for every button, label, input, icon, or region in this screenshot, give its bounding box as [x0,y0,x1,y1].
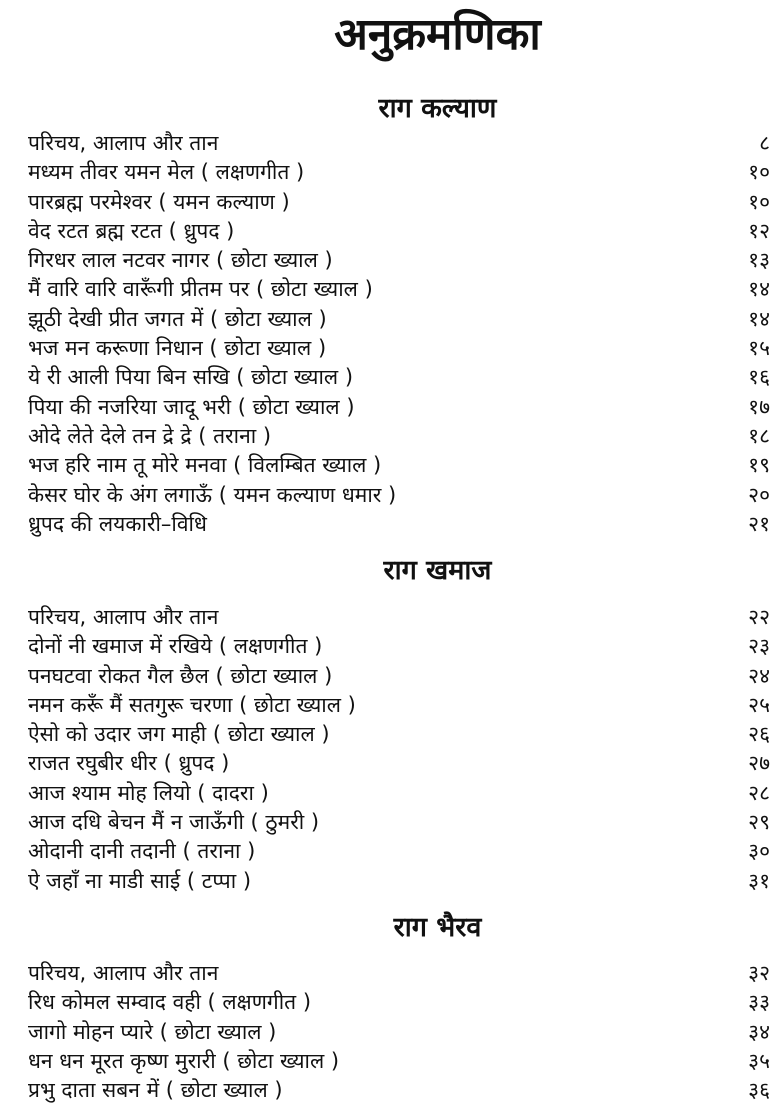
toc-entry [28,422,770,451]
entry-page-number: २३ [748,634,770,659]
entry-title: प्रभु दाता सबन में ( छोटा ख्याल ) [28,1078,283,1103]
section-heading-bhairav: राग भैरव [393,912,482,943]
entry-page-number: ३३ [748,990,770,1015]
toc-entry [28,158,770,187]
toc-entry [28,749,770,778]
toc-entry [28,1047,770,1076]
entry-title: ओदानी दानी तदानी ( तराना ) [28,839,256,864]
section-list-kalyan [28,129,770,539]
entry-page-number: ३२ [748,961,770,985]
toc-entry [28,691,770,720]
entry-page-number: १५ [748,336,770,361]
entry-title: मध्यम तीवर यमन मेल ( लक्षणगीत ) [28,160,305,185]
entry-title: मैं वारि वारि वारूँगी प्रीतम पर ( छोटा ख्याल ) [28,277,373,302]
entry-title: धन धन मूरत कृष्ण मुरारी ( छोटा ख्याल ) [28,1048,340,1073]
toc-entry [28,779,770,808]
toc-entry [28,867,770,896]
entry-page-number: २१ [748,511,770,536]
entry-title: ध्रुपद की लयकारी–विधि [28,511,207,536]
toc-entry [28,305,770,334]
entry-page-number: ८ [759,131,770,155]
entry-title: पारब्रह्म परमेश्वर ( यमन कल्याण ) [28,189,290,214]
entry-title: ऐ जहाँ ना माडी साई ( टप्पा ) [28,868,252,893]
toc-entry [28,451,770,480]
entry-title: दोनों नी खमाज में रखिये ( लक्षणगीत ) [28,634,323,659]
entry-page-number: १९ [748,453,770,478]
toc-entry [28,217,770,246]
entry-title: झूठी देखी प्रीत जगत में ( छोटा ख्याल ) [28,306,327,331]
entry-title: जागो मोहन प्यारे ( छोटा ख्याल ) [28,1019,277,1044]
entry-title: परिचय, आलाप और तान [28,961,219,985]
entry-title: ये री आली पिया बिन सखि ( छोटा ख्याल ) [28,365,354,390]
entry-page-number: १८ [748,423,770,448]
toc-entry [28,662,770,691]
toc-entry [28,363,770,392]
entry-page-number: १० [748,189,770,214]
toc-entry [28,603,770,632]
entry-page-number: १६ [748,365,770,390]
entry-title: ओदे लेते देले तन द्रे द्रे ( तराना ) [28,423,272,448]
entry-page-number: १३ [748,248,770,273]
entry-title: राजत रघुबीर धीर ( ध्रुपद ) [28,751,230,776]
toc-entry [28,334,770,363]
section-heading-khamaj: राग खमाज [383,555,492,586]
entry-title: वेद रटत ब्रह्म रटत ( ध्रुपद ) [28,218,235,243]
entry-page-number: ३५ [748,1048,770,1073]
entry-page-number: ३० [748,839,770,864]
entry-page-number: १० [748,160,770,185]
entry-page-number: २४ [748,663,770,688]
toc-entry [28,808,770,837]
entry-title: केसर घोर के अंग लगाऊँ ( यमन कल्याण धमार ) [28,482,397,507]
entry-page-number: २२ [748,605,770,629]
entry-page-number: ३४ [748,1019,770,1044]
section-list-khamaj [28,603,770,896]
page-title: अनुक्रमणिका [334,9,541,60]
entry-title: पिया की नजरिया जादू भरी ( छोटा ख्याल ) [28,394,355,419]
entry-page-number: ३६ [748,1078,770,1103]
entry-title: नमन करूँ मैं सतगुरू चरणा ( छोटा ख्याल ) [28,692,356,717]
toc-entry [28,275,770,304]
toc-entry [28,837,770,866]
toc-entry [28,510,770,539]
entry-page-number: २८ [748,780,770,805]
toc-entry [28,246,770,275]
entry-page-number: १७ [748,394,770,419]
entry-title: परिचय, आलाप और तान [28,605,219,629]
toc-entry [28,188,770,217]
toc-entry [28,632,770,661]
entry-title: गिरधर लाल नटवर नागर ( छोटा ख्याल ) [28,248,333,273]
entry-page-number: २६ [748,722,770,747]
entry-title: पनघटवा रोकत गैल छैल ( छोटा ख्याल ) [28,663,333,688]
entry-page-number: १२ [748,218,770,243]
section-list-bhairav [28,959,770,1105]
toc-entry [28,393,770,422]
entry-page-number: २५ [748,692,770,717]
entry-title: आज दधि बेचन मैं न जाऊँगी ( ठुमरी ) [28,810,320,835]
entry-page-number: २० [748,482,770,507]
toc-entry [28,1076,770,1105]
entry-title: ऐसो को उदार जग माही ( छोटा ख्याल ) [28,722,330,747]
entry-title: रिध कोमल सम्वाद वही ( लक्षणगीत ) [28,990,312,1015]
toc-entry [28,988,770,1017]
entry-page-number: १४ [748,306,770,331]
entry-page-number: २७ [748,751,770,776]
entry-title: भज मन करूणा निधान ( छोटा ख्याल ) [28,336,327,361]
toc-entry [28,129,770,158]
toc-entry [28,481,770,510]
entry-title: परिचय, आलाप और तान [28,131,219,155]
entry-page-number: २९ [748,810,770,835]
entry-page-number: ३१ [748,868,770,893]
toc-entry [28,959,770,988]
toc-entry [28,1018,770,1047]
entry-title: भज हरि नाम तू मोरे मनवा ( विलम्बित ख्याल ) [28,453,382,478]
section-heading-kalyan: राग कल्याण [378,93,497,124]
entry-title: आज श्याम मोह लियो ( दादरा ) [28,780,269,805]
toc-entry [28,720,770,749]
entry-page-number: १४ [748,277,770,302]
